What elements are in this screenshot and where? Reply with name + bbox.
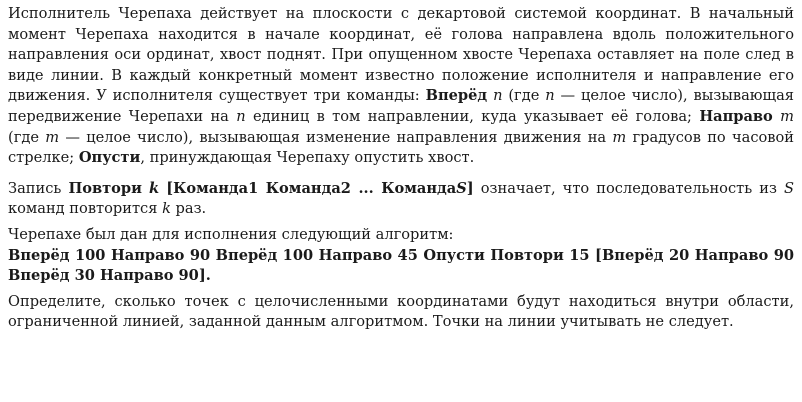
algorithm-intro: Черепахе был дан для исполнения следующий алгоритм: bbox=[8, 225, 454, 243]
question-text: Определите, сколько точек с целочисленными координатами будут находиться внутри области, ограниченной линией, заданной данным алгоритмом. Точки на линии учитывать не следует. bbox=[8, 292, 794, 331]
variable-s: S bbox=[456, 179, 467, 197]
variable-s: S bbox=[784, 179, 794, 197]
text-fragment: (где bbox=[502, 87, 546, 105]
intro-text: Исполнитель Черепаха действует на плоскости с декартовой системой координат. В начальный момент Черепаха находится в начале координат, её голова направлена вдоль положительного направления оси ординат, хвост поднят. При опущенном хвосте Черепаха оставляет на поле след в виде линии. В каждый конкретный момент известно положение исполнителя и направление его движения. У исполнителя существует три команды: bbox=[8, 5, 794, 105]
text-fragment: (где bbox=[8, 128, 46, 146]
text-fragment: единиц в том направлении, куда указывает её голова; bbox=[245, 107, 700, 125]
text-fragment: означает, что последовательность из bbox=[473, 179, 784, 197]
problem-description bbox=[8, 4, 794, 169]
text-fragment: Запись bbox=[8, 179, 69, 197]
variable-k: k bbox=[148, 179, 160, 197]
text-fragment: градусов по часовой стрелке; bbox=[8, 128, 795, 167]
text-fragment: команд повторится bbox=[8, 200, 163, 218]
text-fragment: — целое число), вызывающая изменение направления движения на bbox=[59, 128, 613, 146]
variable-n: n bbox=[545, 87, 555, 105]
variable-k: k bbox=[162, 200, 171, 218]
algorithm-code: Вперёд 100 Направо 90 Вперёд 100 Направо 45 Опусти Повтори 15 [Вперёд 20 Направо 90 Вперёд 30 Направо 90]. bbox=[8, 246, 794, 285]
command-repeat: Повтори bbox=[68, 179, 142, 197]
command-list-end: ] bbox=[466, 179, 474, 197]
text-fragment: раз. bbox=[170, 200, 207, 218]
command-forward: Вперёд bbox=[425, 87, 488, 105]
repeat-definition bbox=[8, 179, 794, 220]
variable-n: n bbox=[493, 87, 503, 105]
command-right: Направо bbox=[699, 107, 773, 125]
text-fragment: — целое число), вызывающая передвижение Черепахи на bbox=[8, 87, 794, 125]
variable-m: m bbox=[45, 128, 60, 146]
variable-m: m bbox=[612, 128, 627, 146]
variable-n: n bbox=[236, 107, 246, 125]
text-fragment: , принуждающая Черепаху опустить хвост. bbox=[140, 149, 475, 167]
command-down: Опусти bbox=[78, 149, 141, 167]
command-list: [Команда1 Команда2 ... Команда bbox=[166, 179, 457, 197]
variable-m: m bbox=[780, 107, 795, 125]
